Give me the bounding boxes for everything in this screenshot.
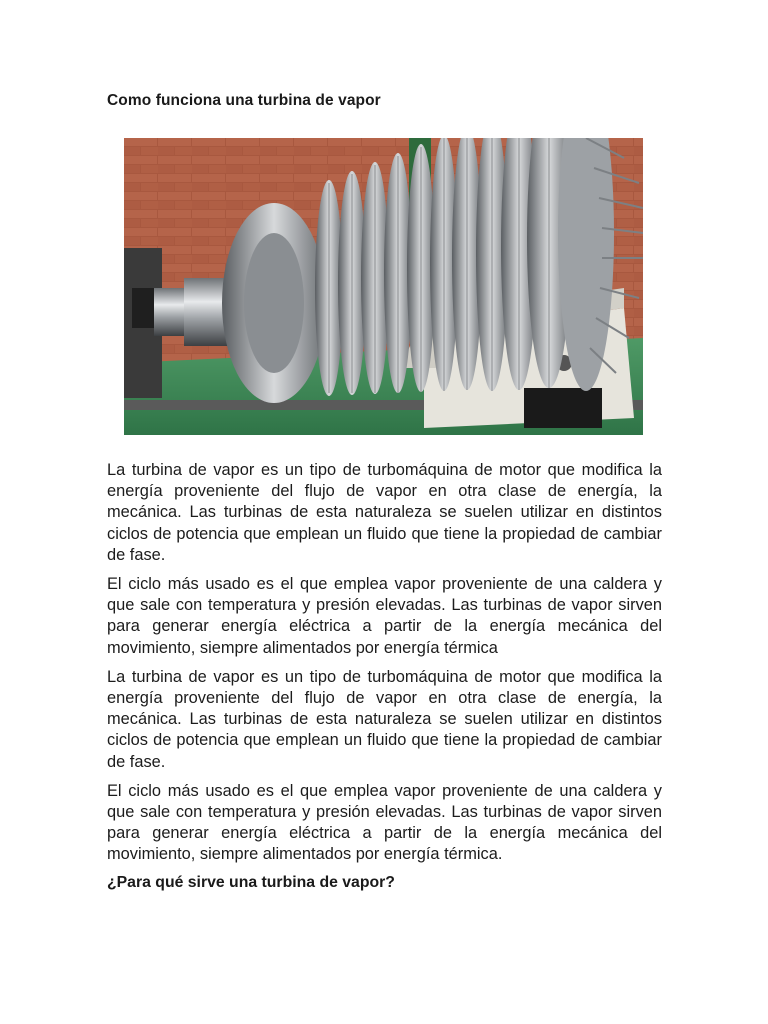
turbine-photo xyxy=(124,138,643,435)
paragraph: La turbina de vapor es un tipo de turbomáquina de motor que modifica la energía proveniente del flujo de vapor en otra clase de energía, la mecánica. Las turbinas de esta naturaleza se suelen utilizar en distintos ciclos de potencia que emplean un fluido que tiene la propiedad de cambiar de fase. xyxy=(107,667,662,771)
paragraph: El ciclo más usado es el que emplea vapor proveniente de una caldera y que sale con temperatura y presión elevadas. Las turbinas de vapor sirven para generar energía eléctrica a partir de la energía mecánica del movimiento, siempre alimentados por energía térmica. xyxy=(107,781,662,864)
paragraph: La turbina de vapor es un tipo de turbomáquina de motor que modifica la energía proveniente del flujo de vapor en otra clase de energía, la mecánica. Las turbinas de esta naturaleza se suelen utilizar en distintos ciclos de potencia que emplean un fluido que tiene la propiedad de cambiar de fase. xyxy=(107,461,662,564)
section-heading: ¿Para qué sirve una turbina de vapor? xyxy=(107,873,395,891)
paragraph: El ciclo más usado es el que emplea vapor proveniente de una caldera y que sale con temperatura y presión elevadas. Las turbinas de vapor sirven para generar energía eléctrica a partir de la energía mecánica del movimiento, siempre alimentados por energía térmica xyxy=(107,575,662,657)
body-text xyxy=(107,460,662,892)
page-title: Como funciona una turbina de vapor xyxy=(107,92,381,109)
